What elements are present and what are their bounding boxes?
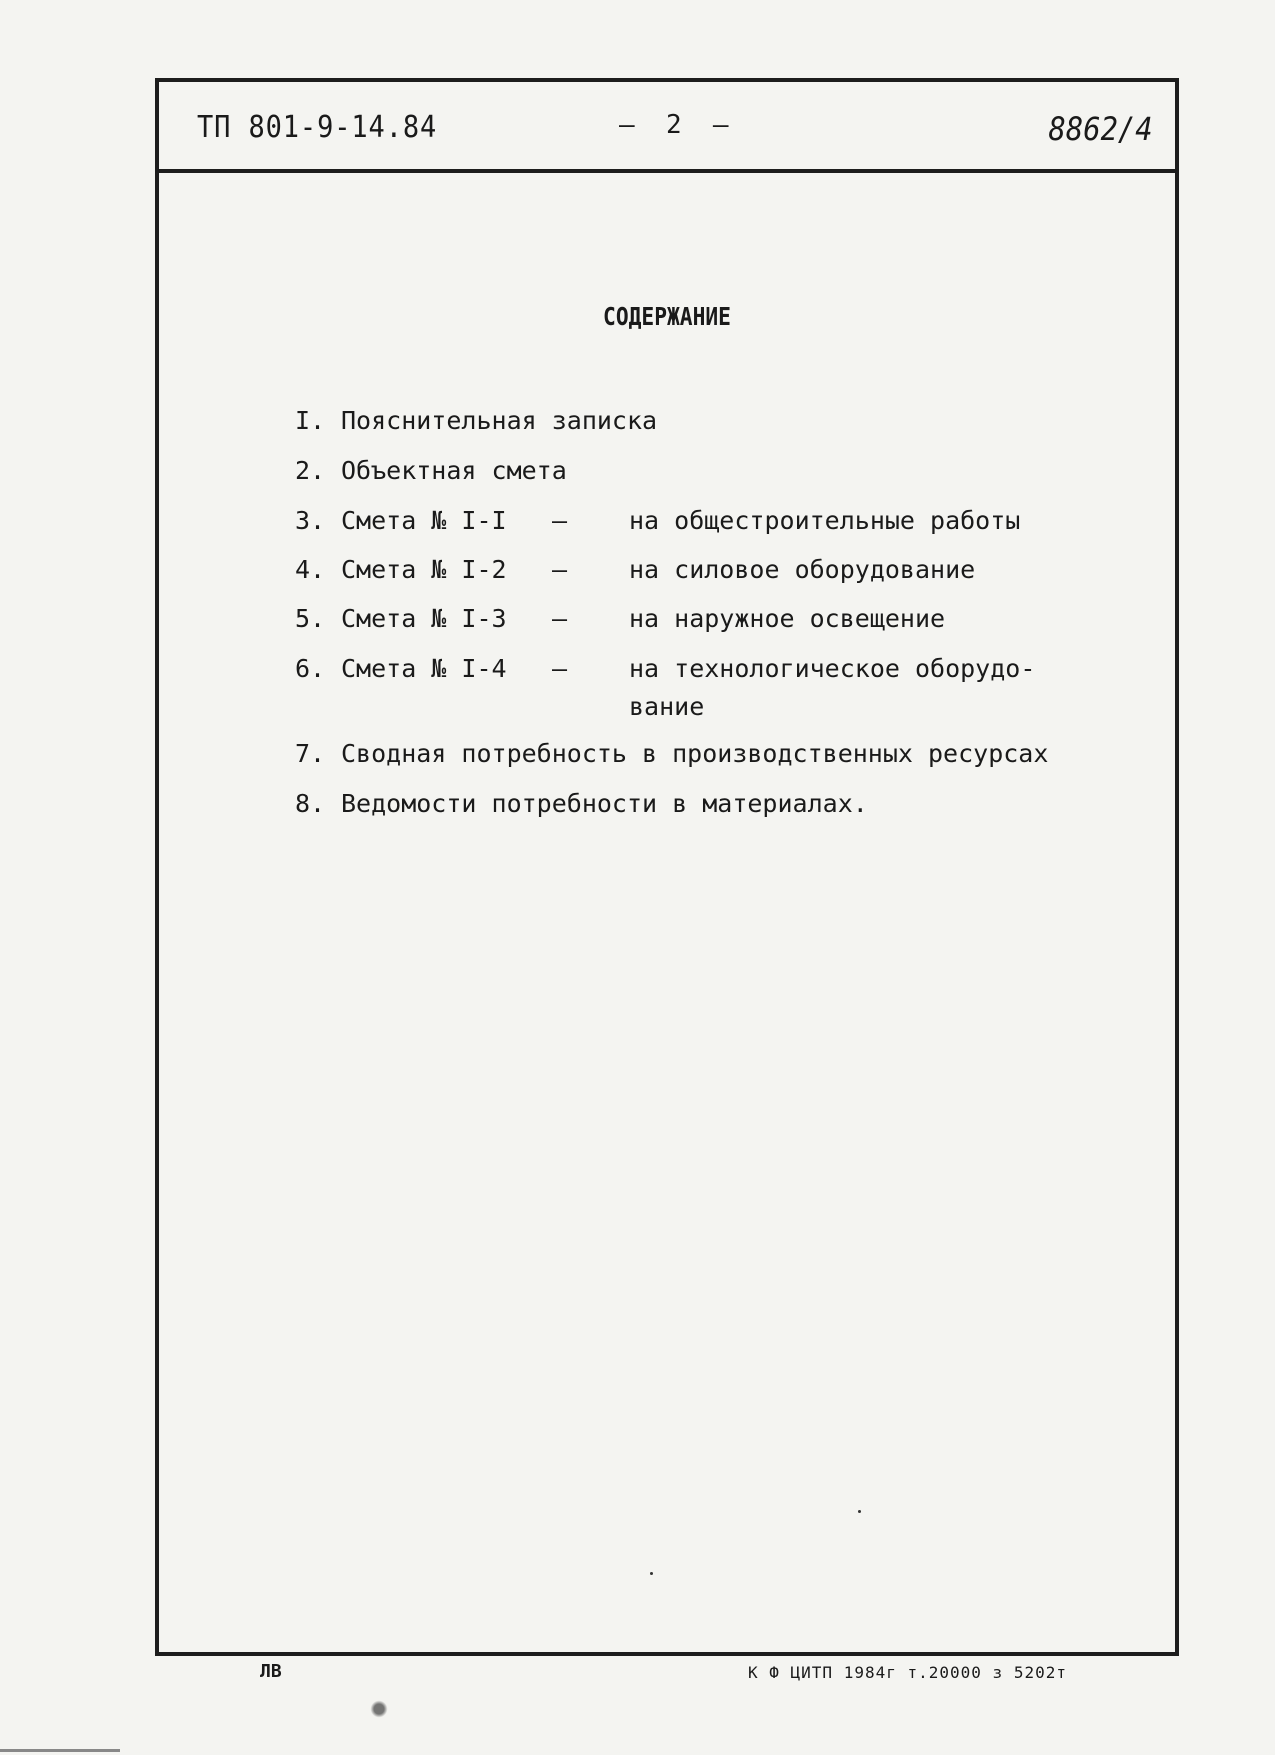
page-number: – 2 –: [619, 110, 729, 140]
toc-item-description: на технологическое оборудо- вание: [629, 654, 1036, 721]
sheet-code: 8862/4: [1048, 110, 1153, 148]
toc-item-label: Сводная потребность в производственных ресурсах: [341, 739, 1049, 768]
toc-item-dash: –: [552, 604, 568, 633]
toc-item-label: Смета № I-4: [341, 654, 507, 683]
toc-item-dash: –: [552, 555, 568, 584]
toc-item-number: 7.: [295, 739, 326, 768]
toc-item-label: Смета № I-I: [341, 506, 507, 535]
page-title: СОДЕРЖАНИЕ: [603, 302, 731, 331]
toc-item-label: Смета № I-3: [341, 604, 507, 633]
table-of-contents: [159, 82, 1175, 1652]
toc-item-number: 6.: [295, 654, 326, 683]
toc-item-label: Пояснительная записка: [341, 406, 658, 435]
document-frame: [155, 78, 1179, 1656]
scan-speck: [650, 1572, 653, 1575]
footer-print-info: К Ф ЦИТП 1984г т.20000 з 5202т: [748, 1663, 1067, 1682]
toc-item-description: на силовое оборудование: [629, 555, 976, 584]
toc-item-description: на наружное освещение: [629, 604, 946, 633]
toc-item-number: 5.: [295, 604, 326, 633]
toc-item-dash: –: [552, 654, 568, 683]
toc-item-description: на общестроительные работы: [629, 506, 1021, 535]
document-code: ТП 801-9-14.84: [197, 110, 438, 145]
toc-item-dash: –: [552, 506, 568, 535]
toc-item-number: I.: [295, 406, 326, 435]
scan-edge-line: [0, 1749, 120, 1752]
toc-item-number: 8.: [295, 789, 326, 818]
scan-speck: [858, 1510, 861, 1513]
ink-blot: [370, 1698, 388, 1720]
toc-item-label: Смета № I-2: [341, 555, 507, 584]
toc-item-number: 2.: [295, 456, 326, 485]
footer-initials: ЛВ: [260, 1661, 282, 1682]
toc-item-label: Объектная смета: [341, 456, 567, 485]
toc-item-number: 3.: [295, 506, 326, 535]
toc-item-label: Ведомости потребности в материалах.: [341, 789, 868, 818]
toc-item-number: 4.: [295, 555, 326, 584]
